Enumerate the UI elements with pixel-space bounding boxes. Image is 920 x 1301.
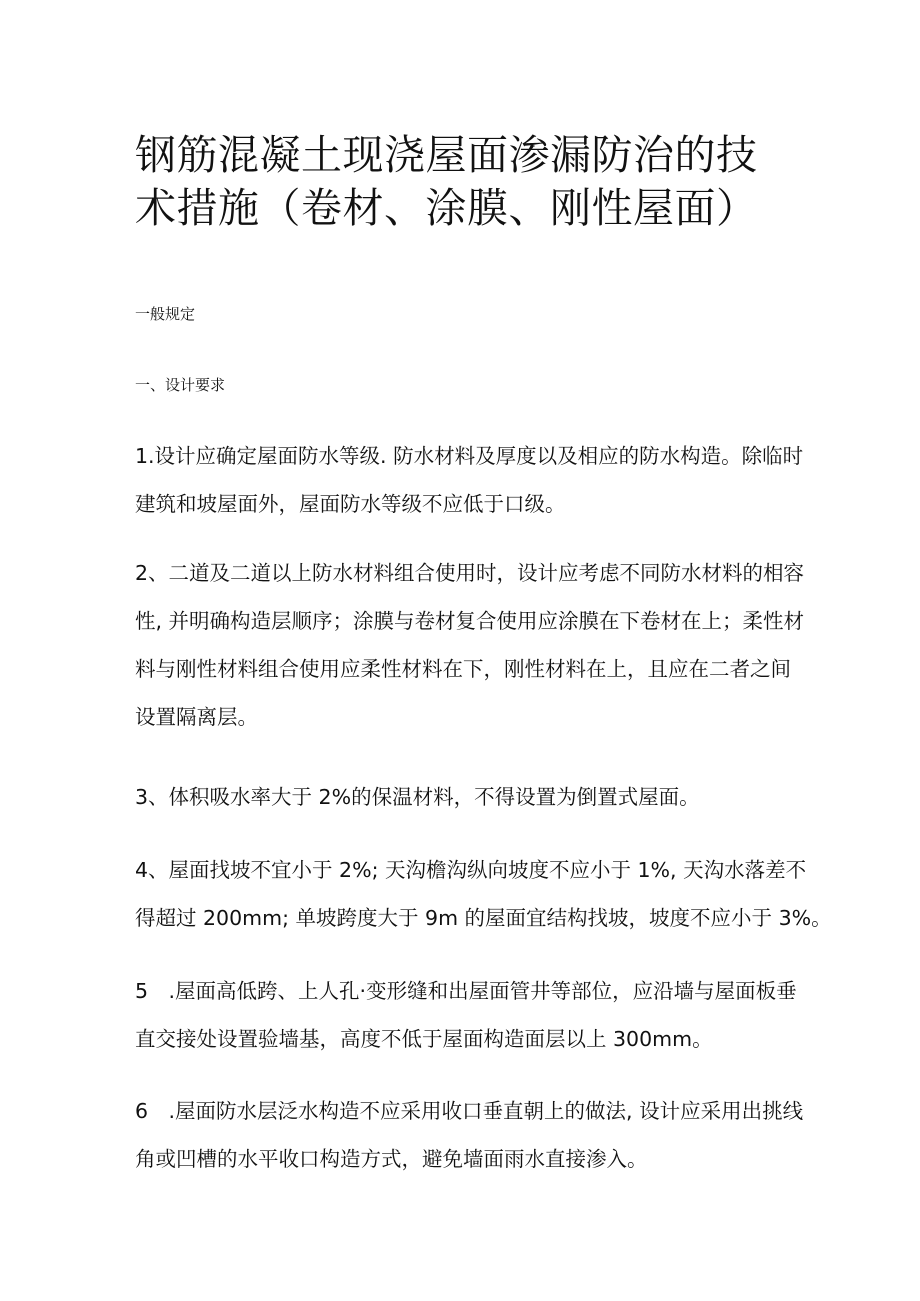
document-title-line-1: 钢筋混凝土现浇屋面渗漏防治的技 [135, 131, 758, 179]
paragraph-line: 3、体积吸水率大于 2%的保温材料，不得设置为倒置式屋面。 [135, 785, 700, 809]
paragraph-line: 6 .屋面防水层泛水构造不应采用收口垂直朝上的做法, 设计应采用出挑线 [135, 1099, 804, 1123]
section-heading: 一般规定 [135, 305, 196, 323]
subsection-heading: 一、设计要求 [135, 376, 226, 394]
paragraph-line: 4、屋面找坡不宜小于 2%; 天沟檐沟纵向坡度不应小于 1%, 天沟水落差不 [135, 858, 807, 882]
document-title-line-2: 术措施（卷材、涂膜、刚性屋面） [135, 184, 758, 232]
paragraph-line: 2、二道及二道以上防水材料组合使用时，设计应考虑不同防水材料的相容 [135, 561, 805, 585]
paragraph-line: 直交接处设置验墙基，高度不低于屋面构造面层以上 300mm。 [135, 1027, 713, 1051]
paragraph-line: 1.设计应确定屋面防水等级. 防水材料及厚度以及相应的防水构造。除临时 [135, 444, 804, 468]
paragraph-line: 设置隔离层。 [135, 705, 258, 729]
paragraph-line: 得超过 200mm; 单坡跨度大于 9m 的屋面宜结构找坡，坡度不应小于 3%。 [135, 906, 832, 930]
paragraph-line: 性, 并明确构造层顺序；涂膜与卷材复合使用应涂膜在下卷材在上；柔性材 [135, 609, 805, 633]
paragraph-line: 建筑和坡屋面外，屋面防水等级不应低于口级。 [135, 492, 566, 516]
paragraph-line: 5 .屋面高低跨、上人孔·变形缝和出屋面管井等部位，应沿墙与屋面板垂 [135, 979, 797, 1003]
paragraph-line: 料与刚性材料组合使用应柔性材料在下，刚性材料在上，且应在二者之间 [135, 657, 791, 681]
paragraph-line: 角或凹槽的水平收口构造方式，避免墙面雨水直接渗入。 [135, 1147, 648, 1171]
